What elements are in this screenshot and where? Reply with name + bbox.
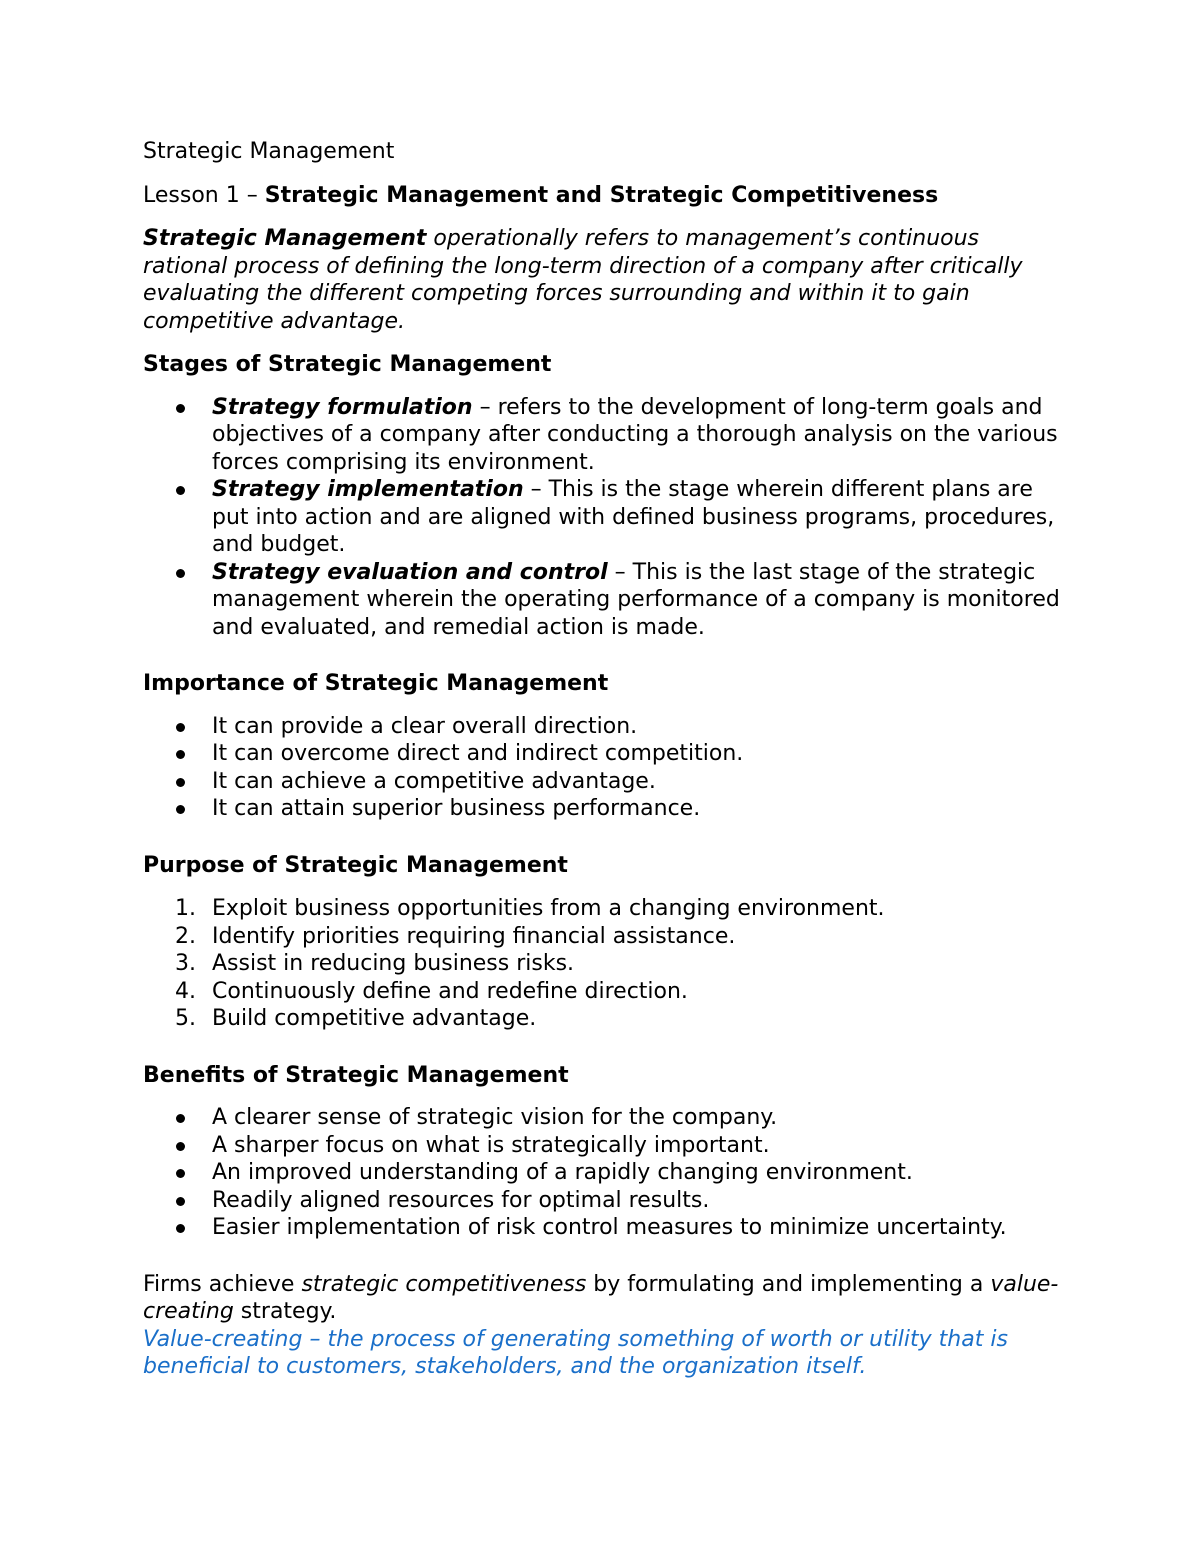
- definition-term: Strategic Management: [143, 226, 427, 251]
- stages-heading: Stages of Strategic Management: [143, 352, 552, 377]
- definition-text: operationally refers to management’s continuous rational process of defining the long-term direction of a company after critically evaluating the different competing forces surrounding and within it to gain competitive advantage.: [143, 226, 1023, 334]
- list-item-text: It can attain superior business performance.: [212, 796, 701, 821]
- list-item-text: Continuously define and redefine direction.: [212, 978, 688, 1004]
- importance-list: [143, 713, 1063, 823]
- benefits-heading: Benefits of Strategic Management: [143, 1062, 569, 1088]
- list-item: [143, 1159, 1063, 1187]
- list-item: [143, 1005, 1063, 1033]
- closing-emphasis: strategic competitiveness: [301, 1271, 587, 1297]
- list-item-text: An improved understanding of a rapidly changing environment.: [212, 1160, 913, 1185]
- list-item: [143, 740, 1063, 768]
- stage-term: Strategy formulation: [212, 394, 473, 420]
- list-item-text: It can achieve a competitive advantage.: [212, 768, 656, 794]
- closing-emphasis: value-creating: [143, 1271, 1059, 1324]
- list-item-text: Easier implementation of risk control measures to minimize uncertainty.: [212, 1215, 1007, 1240]
- list-item-text: Identify priorities requiring financial assistance.: [212, 923, 736, 949]
- purpose-list: [143, 895, 1063, 1033]
- closing-text: by formulating and implementing a: [586, 1271, 991, 1297]
- stage-term: Strategy implementation: [212, 477, 524, 502]
- stage-term: Strategy evaluation and control: [212, 559, 608, 585]
- document-title: Strategic Management: [143, 139, 395, 164]
- lesson-heading: [143, 182, 1063, 210]
- list-number: 2.: [175, 923, 196, 949]
- closing-text: Firms achieve: [143, 1271, 302, 1297]
- list-item-text: Exploit business opportunities from a changing environment.: [212, 896, 885, 921]
- purpose-heading: Purpose of Strategic Management: [143, 852, 568, 878]
- lesson-title: Strategic Management and Strategic Competitiveness: [264, 182, 939, 208]
- value-creating-definition: Value-creating – the process of generating something of worth or utility that is beneficial to customers, stakeholders, and the organization itself.: [143, 1326, 1008, 1379]
- list-item: [143, 895, 1063, 923]
- list-number: 1.: [175, 896, 196, 921]
- list-item-text: It can provide a clear overall direction.: [212, 713, 638, 739]
- closing-text: strategy.: [233, 1299, 337, 1324]
- list-item: [143, 768, 1063, 796]
- definition-paragraph: [143, 225, 1063, 335]
- list-item-text: It can overcome direct and indirect competition.: [212, 741, 744, 766]
- list-item: [143, 950, 1063, 978]
- importance-heading: Importance of Strategic Management: [143, 671, 609, 696]
- list-item-text: A sharper focus on what is strategically important.: [212, 1132, 770, 1158]
- list-number: 5.: [175, 1006, 196, 1031]
- stage-text: – This is the stage wherein different plans are put into action and are aligned with defined business programs, procedures, and budget.: [212, 477, 1055, 557]
- list-item: [143, 1187, 1063, 1215]
- list-item-text: Readily aligned resources for optimal results.: [212, 1187, 710, 1213]
- benefits-list: [143, 1104, 1063, 1242]
- list-item: [143, 559, 1063, 642]
- list-item: [143, 978, 1063, 1006]
- list-item-text: A clearer sense of strategic vision for the company.: [212, 1105, 778, 1130]
- list-item: [143, 1104, 1063, 1132]
- list-item: [143, 795, 1063, 823]
- list-number: 4.: [175, 978, 196, 1004]
- list-item: [143, 923, 1063, 951]
- stage-text: – refers to the development of long-term goals and objectives of a company after conducting a thorough analysis on the various forces comprising its environment.: [212, 394, 1058, 475]
- lesson-prefix: Lesson 1 –: [143, 182, 265, 208]
- list-item: [143, 1132, 1063, 1160]
- stages-list: [143, 394, 1063, 642]
- list-item: [143, 1214, 1063, 1242]
- closing-paragraph: [143, 1271, 1063, 1326]
- document-page: [143, 138, 1063, 1381]
- list-number: 3.: [175, 951, 196, 976]
- list-item-text: Build competitive advantage.: [212, 1006, 537, 1031]
- list-item-text: Assist in reducing business risks.: [212, 951, 575, 976]
- stage-text: – This is the last stage of the strategic management wherein the operating performance of a company is monitored and evaluated, and remedial action is made.: [212, 559, 1060, 640]
- list-item: [143, 476, 1063, 559]
- list-item: [143, 713, 1063, 741]
- list-item: [143, 394, 1063, 477]
